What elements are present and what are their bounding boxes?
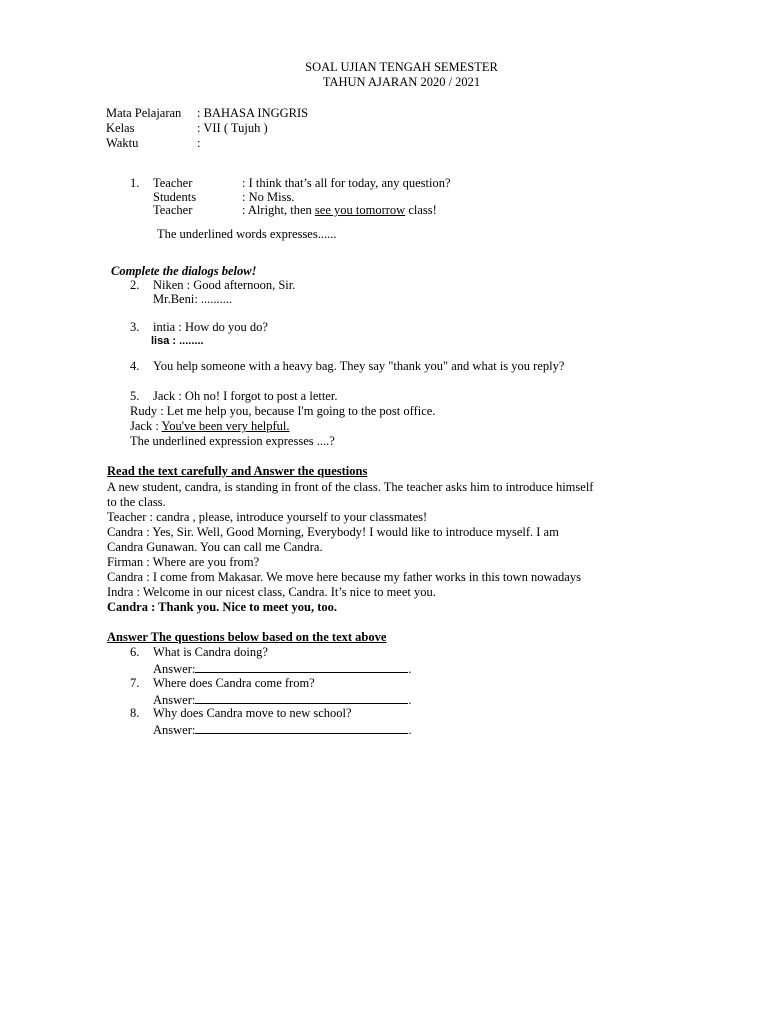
reading-line: Firman : Where are you from? [107,555,260,569]
q1-prompt: The underlined words expresses...... [157,227,337,241]
q8-answer-line: Answer: . [153,723,412,737]
reading-line: Candra : I come from Makasar. We move here because my father works in this town nowadays [107,570,581,584]
q4-text: You help someone with a heavy bag. They say "thank you" and what is you reply? [153,359,565,373]
info-time-value: : [197,136,201,150]
q6-text: What is Candra doing? [153,645,268,659]
q6-answer-blank[interactable] [195,661,408,673]
q1-line-3: : Alright, then see you tomorrow class! [242,203,437,217]
q3-number: 3. [130,320,140,334]
q1-line-1: : I think that’s all for today, any question? [242,176,451,190]
q5-line-2: Rudy : Let me help you, because I'm going to the post office. [130,404,436,418]
q1-number: 1. [130,176,140,190]
q7-number: 7. [130,676,140,690]
exam-title: SOAL UJIAN TENGAH SEMESTER [305,60,498,74]
answers-heading: Answer The questions below based on the text above [107,630,387,644]
q5-underlined-phrase: You've been very helpful. [161,419,290,433]
info-subject-value: : BAHASA INGGRIS [197,106,309,120]
q1-speaker-2: Students [153,190,197,204]
q1-line-2: : No Miss. [242,190,295,204]
info-time-label: Waktu [106,136,139,150]
q5-line-3: Jack : You've been very helpful. [130,419,290,433]
reading-line: Candra : Yes, Sir. Well, Good Morning, Everybody! I would like to introduce myself. I am [107,525,559,539]
q2-line-1: Niken : Good afternoon, Sir. [153,278,296,292]
reading-last-line: Candra : Thank you. Nice to meet you, too. [107,600,337,614]
section-complete-dialogs: Complete the dialogs below! [111,264,257,278]
reading-heading: Read the text carefully and Answer the questions [107,464,368,478]
q3-line-2: lisa : ........ [151,335,204,347]
reading-line: Candra Gunawan. You can call me Candra. [107,540,323,554]
q8-number: 8. [130,706,140,720]
q5-line-1: Jack : Oh no! I forgot to post a letter. [153,389,338,403]
q5-prompt: The underlined expression expresses ....? [130,434,335,448]
q8-answer-blank[interactable] [195,722,408,734]
q1-speaker-3: Teacher [153,203,193,217]
q1-underlined-phrase: see you tomorrow [314,203,406,217]
reading-line: Indra : Welcome in our nicest class, Candra. It’s nice to meet you. [107,585,436,599]
info-subject-label: Mata Pelajaran [106,106,182,120]
info-class-value: : VII ( Tujuh ) [197,121,268,135]
q6-number: 6. [130,645,140,659]
info-class-label: Kelas [106,121,135,135]
q2-number: 2. [130,278,140,292]
q4-number: 4. [130,359,140,373]
q7-answer-line: Answer: . [153,693,412,707]
q5-number: 5. [130,389,140,403]
q7-answer-blank[interactable] [195,692,408,704]
q7-text: Where does Candra come from? [153,676,315,690]
q1-speaker-1: Teacher [153,176,193,190]
reading-line: Teacher : candra , please, introduce yourself to your classmates! [107,510,428,524]
reading-line: A new student, candra, is standing in front of the class. The teacher asks him to introduce himself [107,480,594,494]
q3-line-1: intia : How do you do? [153,320,268,334]
exam-year: TAHUN AJARAN 2020 / 2021 [322,75,481,89]
q6-answer-line: Answer: . [153,662,412,676]
q2-line-2: Mr.Beni: .......... [153,292,233,306]
q8-text: Why does Candra move to new school? [153,706,352,720]
reading-line: to the class. [107,495,166,509]
